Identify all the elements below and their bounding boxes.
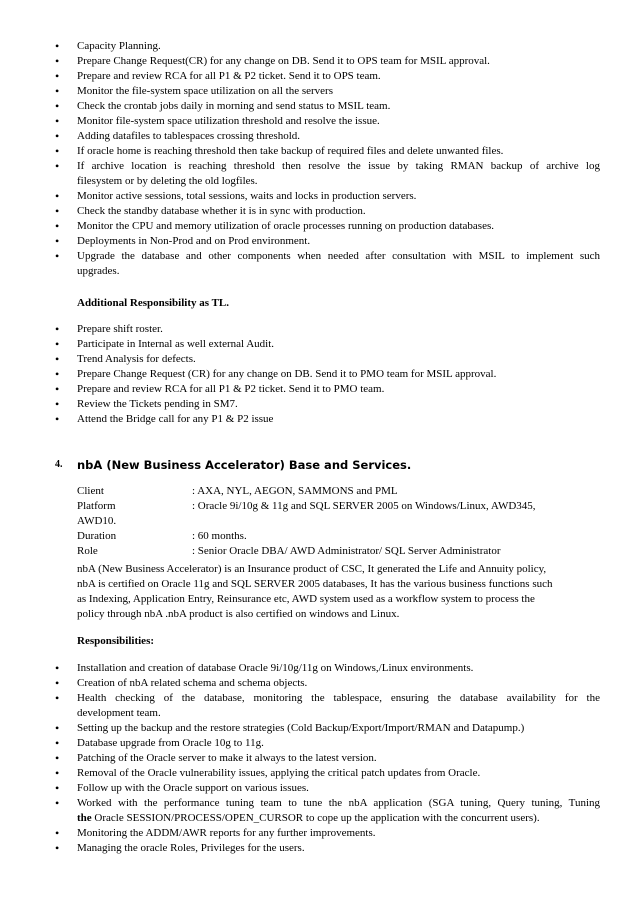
list-item: • Monitor the CPU and memory utilization of oracle processes running on production databases. — [0, 219, 638, 234]
project-number: 4. — [55, 459, 63, 470]
description-line: policy through nbA .nbA product is also certified on windows and Linux. — [77, 608, 400, 620]
list-item-line: • Upgrade the database and other components when needed after consultation with MSIL to implement such — [77, 250, 600, 262]
list-item-line: upgrades. — [77, 265, 120, 277]
list-item-line — [77, 811, 600, 826]
list-item: • Trend Analysis for defects. — [0, 352, 638, 367]
list-item: • Participate in Internal as well external Audit. — [0, 337, 638, 352]
project-title: nbA (New Business Accelerator) Base and Services. — [77, 458, 412, 472]
list-item: • Review the Tickets pending in SM7. — [0, 397, 638, 412]
table-row — [77, 544, 536, 559]
duration-value: : 60 months. — [192, 530, 247, 542]
list-item: • Removal of the Oracle vulnerability issues, applying the critical patch updates from Oracle. — [0, 766, 638, 781]
list-item: • Follow up with the Oracle support on various issues. — [0, 781, 638, 796]
list-item — [0, 796, 638, 826]
client-value: : AXA, NYL, AEGON, SAMMONS and PML — [192, 485, 398, 497]
list-item — [0, 159, 638, 189]
list-item: • Database upgrade from Oracle 10g to 11g. — [0, 736, 638, 751]
list-item: • Monitor the file-system space utilization on all the servers — [0, 84, 638, 99]
platform-value: : Oracle 9i/10g & 11g and SQL SERVER 2005 on Windows/Linux, AWD345, — [192, 500, 536, 512]
duties-list — [0, 39, 638, 279]
platform-continued: AWD10. — [77, 515, 117, 527]
list-item: • Monitoring the ADDM/AWR reports for any further improvements. — [0, 826, 638, 841]
platform-label: Platform — [77, 500, 116, 512]
list-item: • Check the standby database whether it is in sync with production. — [0, 204, 638, 219]
list-item: • Installation and creation of database Oracle 9i/10g/11g on Windows,/Linux environments. — [0, 661, 638, 676]
project-info-table — [77, 484, 536, 559]
table-row — [77, 529, 536, 544]
tl-heading: Additional Responsibility as TL. — [77, 297, 230, 309]
responsibilities-heading: Responsibilities: — [77, 635, 155, 647]
description-line: as Indexing, Application Entry, Reinsurance etc, AWD system used as a workflow system to process the — [77, 593, 535, 605]
role-label: Role — [77, 545, 98, 557]
list-item: • Setting up the backup and the restore strategies (Cold Backup/Export/Import/RMAN and Datapump.) — [0, 721, 638, 736]
list-item: • Monitor file-system space utilization threshold and resolve the issue. — [0, 114, 638, 129]
list-item: • Prepare Change Request (CR) for any change on DB. Send it to PMO team for MSIL approval. — [0, 367, 638, 382]
table-row — [77, 484, 536, 499]
list-item-line: • Health checking of the database, monitoring the tablespace, ensuring the database availability for the — [77, 692, 600, 704]
description-line: nbA is certified on Oracle 11g and SQL SERVER 2005 databases, It has the various business functions such — [77, 578, 553, 590]
list-item — [0, 691, 638, 721]
responsibilities-list — [0, 661, 638, 856]
list-item: • Managing the oracle Roles, Privileges for the users. — [0, 841, 638, 856]
list-item: • Prepare and review RCA for all P1 & P2 ticket. Send it to PMO team. — [0, 382, 638, 397]
role-value: : Senior Oracle DBA/ AWD Administrator/ SQL Server Administrator — [192, 545, 501, 557]
list-item: • Attend the Bridge call for any P1 & P2 issue — [0, 412, 638, 427]
list-item: • If oracle home is reaching threshold then take backup of required files and delete unwanted files. — [0, 144, 638, 159]
list-item-line: • Worked with the performance tuning team to tune the nbA application (SGA tuning, Query tuning, Tuning — [77, 797, 600, 809]
list-item: • Prepare and review RCA for all P1 & P2 ticket. Send it to OPS team. — [0, 69, 638, 84]
duration-label: Duration — [77, 530, 117, 542]
list-item: • Monitor active sessions, total sessions, waits and locks in production servers. — [0, 189, 638, 204]
list-item: • Capacity Planning. — [0, 39, 638, 54]
list-item: • Check the crontab jobs daily in morning and send status to MSIL team. — [0, 99, 638, 114]
list-item: • Creation of nbA related schema and schema objects. — [0, 676, 638, 691]
bold-word: the — [77, 812, 92, 824]
list-item: • Prepare Change Request(CR) for any change on DB. Send it to OPS team for MSIL approval. — [0, 54, 638, 69]
client-label: Client — [77, 485, 104, 497]
list-item: • Deployments in Non-Prod and on Prod environment. — [0, 234, 638, 249]
list-item — [0, 249, 638, 279]
table-row — [77, 514, 536, 529]
description-line: nbA (New Business Accelerator) is an Insurance product of CSC, It generated the Life and Annuity policy, — [77, 563, 547, 575]
list-item-line: development team. — [77, 707, 161, 719]
list-item-line-rest: Oracle SESSION/PROCESS/OPEN_CURSOR to cope up the application with the concurrent users). — [94, 812, 540, 824]
list-item-line: filesystem or by deleting the old logfiles. — [77, 175, 258, 187]
list-item: • Prepare shift roster. — [0, 322, 638, 337]
list-item: • Patching of the Oracle server to make it always to the latest version. — [0, 751, 638, 766]
list-item-line: • If archive location is reaching threshold then resolve the issue by taking RMAN backup of archive log — [77, 160, 600, 172]
list-item: • Adding datafiles to tablespaces crossing threshold. — [0, 129, 638, 144]
table-row — [77, 499, 536, 514]
project-description — [77, 562, 572, 622]
tl-duties-list — [0, 322, 638, 427]
